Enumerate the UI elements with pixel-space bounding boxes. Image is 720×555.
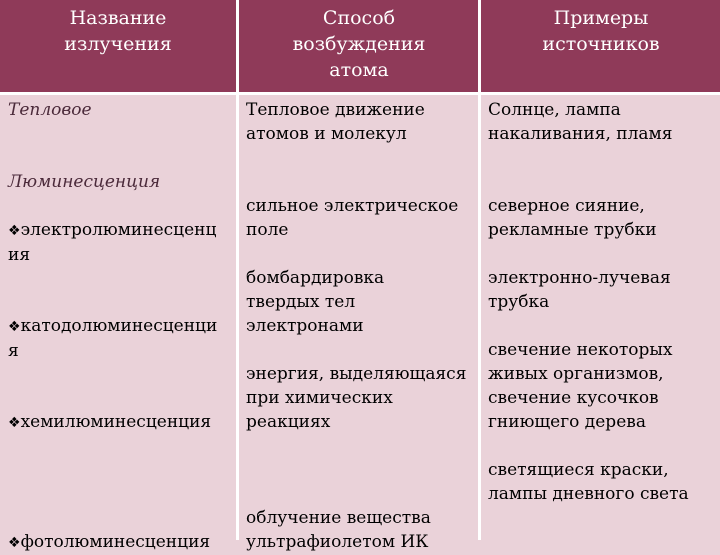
- row-label: катодолюминесценци я: [8, 316, 218, 361]
- diamond-bullet-icon: ❖: [8, 319, 21, 335]
- table-header: [0, 0, 720, 92]
- row-thermal-examples: Солнце, лампа накаливания, пламя: [488, 100, 673, 144]
- row-electroluminescence-name: [8, 194, 236, 267]
- row-electroluminescence-examples: северное сияние, рекламные трубки: [488, 196, 657, 240]
- row-electroluminescence-method: сильное электрическое поле: [246, 196, 459, 240]
- row-label: фотолюминесценция: [20, 532, 211, 552]
- row-label: хемилюминесценция: [20, 412, 212, 432]
- diamond-bullet-icon: ❖: [8, 535, 21, 551]
- row-thermal-method: Тепловое движение атомов и молекул: [246, 100, 425, 144]
- row-photoluminescence-method: облучение вещества ультрафиолетом ИК: [246, 508, 431, 552]
- header-divider: [0, 92, 720, 95]
- row-cathodoluminescence-examples: электронно-лучевая трубка: [488, 268, 671, 312]
- row-chemiluminescence-method: энергия, выделяющаяся при химических реакциях: [246, 364, 467, 432]
- header-excitation-method: Способ возбуждения атома: [292, 7, 426, 81]
- column-divider: [236, 0, 239, 540]
- row-chemiluminescence-examples: свечение некоторых живых организмов, свечение кусочков гниющего дерева: [488, 340, 673, 432]
- row-cathodoluminescence-method: бомбардировка твердых тел электронами: [246, 268, 385, 336]
- row-label: электролюминесценц ия: [8, 220, 217, 265]
- column-divider: [478, 0, 481, 540]
- row-photoluminescence-name: [8, 506, 236, 555]
- header-source-examples: Примеры источников: [542, 7, 660, 55]
- row-cathodoluminescence-name: [8, 290, 236, 363]
- diamond-bullet-icon: ❖: [8, 223, 21, 239]
- row-chemiluminescence-name: [8, 386, 236, 435]
- row-thermal-name: Тепловое: [8, 100, 92, 120]
- header-radiation-name: Название излучения: [64, 7, 172, 55]
- group-label-luminescence: Люминесценция: [8, 172, 161, 192]
- diamond-bullet-icon: ❖: [8, 415, 21, 431]
- row-photoluminescence-examples: светящиеся краски, лампы дневного света: [488, 460, 689, 504]
